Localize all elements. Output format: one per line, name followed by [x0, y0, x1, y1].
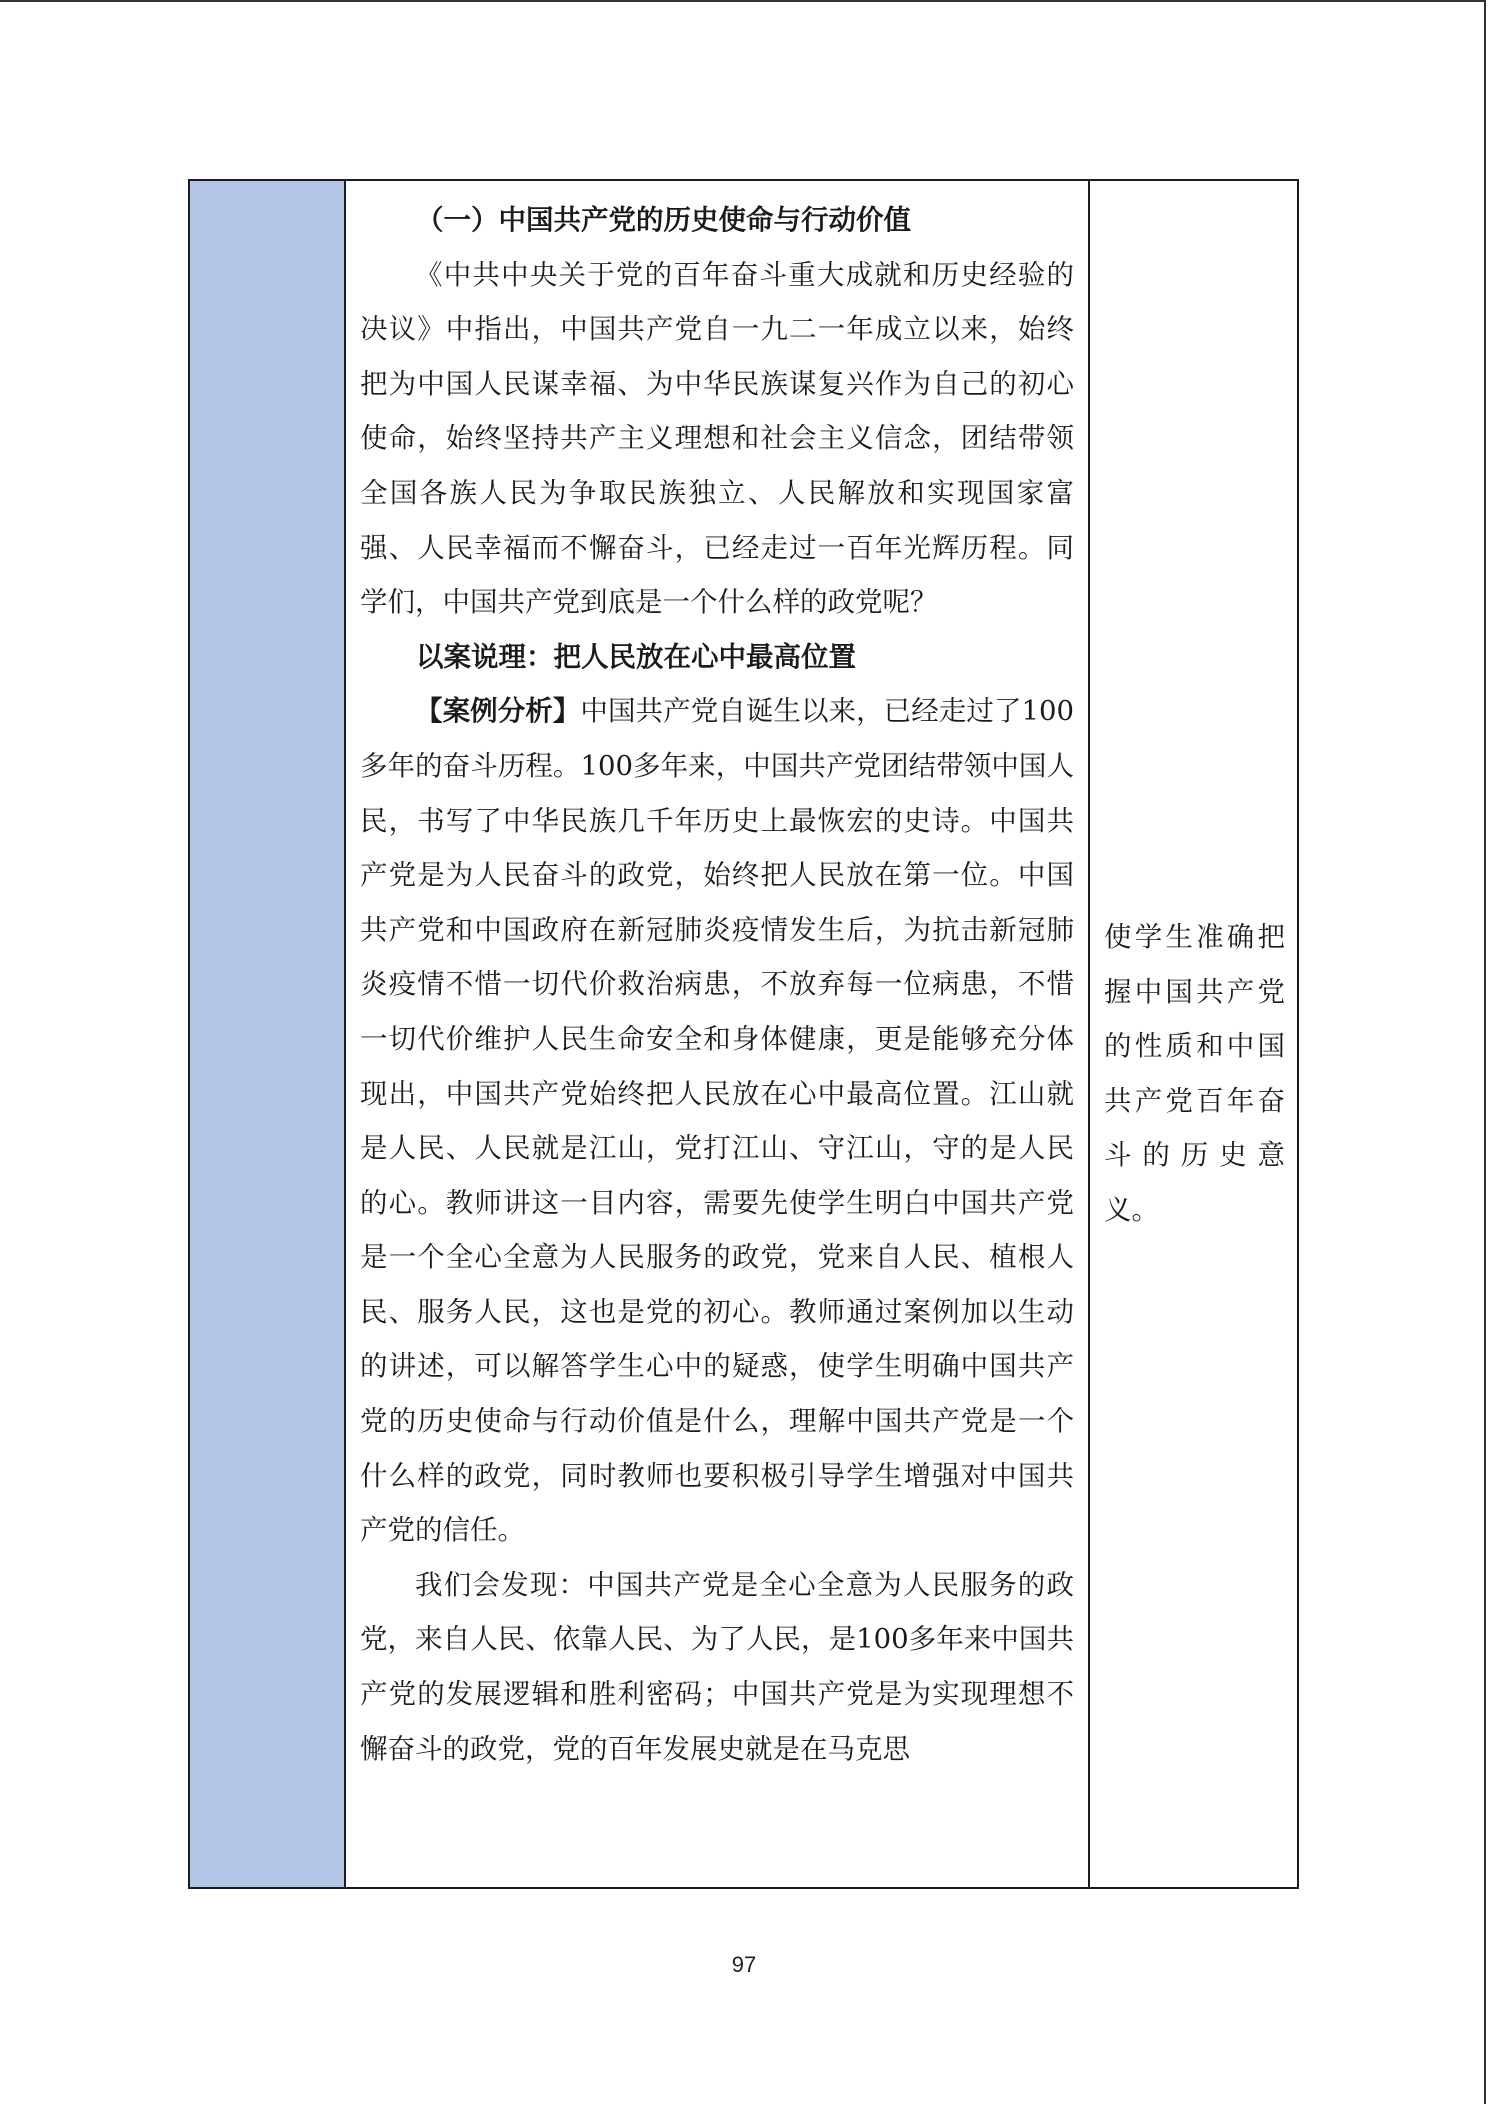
case-heading: 以案说理：把人民放在心中最高位置 [416, 640, 856, 673]
table-left-shaded-column [190, 181, 346, 1887]
table-right-note-cell [1090, 181, 1297, 1887]
intro-paragraph: 《中共中央关于党的百年奋斗重大成就和历史经验的决议》中指出，中国共产党自一九二一年成立以来，始终把为中国人民谋幸福、为中华民族谋复兴作为自己的初心使命，始终坚持共产主义理想和社会主义信念，团结带领全国各族人民为争取民族独立、人民解放和实现国家富强、人民幸福而不懈奋斗，已经走过一百年光辉历程。同学们，中国共产党到底是一个什么样的政党呢？ [360, 258, 1074, 619]
section-heading: （一）中国共产党的历史使命与行动价值 [416, 204, 911, 236]
page-number: 97 [731, 1952, 757, 1977]
case-analysis-label: 【案例分析】 [415, 695, 581, 728]
lesson-table [188, 179, 1299, 1889]
table-main-content-cell [346, 181, 1090, 1887]
case-analysis-body: 中国共产党自诞生以来，已经走过了100多年的奋斗历程。100多年来，中国共产党团结带领中国人民，书写了中华民族几千年历史上最恢宏的史诗。中国共产党是为人民奋斗的政党，始终把人民放在第一位。中国共产党和中国政府在新冠肺炎疫情发生后，为抗击新冠肺炎疫情不惜一切代价救治病患，不放弃每一位病患，不惜一切代价维护人民生命安全和身体健康，更是能够充分体现出，中国共产党始终把人民放在心中最高位置。江山就是人民、人民就是江山，党打江山、守江山，守的是人民的心。教师讲这一目内容，需要先使学生明白中国共产党是一个全心全意为人民服务的政党，党来自人民、植根人民、服务人民，这也是党的初心。教师通过案例加以生动的讲述，可以解答学生心中的疑惑，使学生明确中国共产党的历史使命与行动价值是什么，理解中国共产党是一个什么样的政党，同时教师也要积极引导学生增强对中国共产党的信任。 [360, 695, 1075, 1547]
findings-paragraph: 我们会发现：中国共产党是全心全意为人民服务的政党，来自人民、依靠人民、为了人民，是100多年来中国共产党的发展逻辑和胜利密码；中国共产党是为实现理想不懈奋斗的政党，党的百年发展史就是在马克思 [360, 1568, 1074, 1765]
teaching-objective-note: 使学生准确把握中国共产党的性质和中国共产党百年奋斗的历史意义。 [1104, 921, 1285, 1226]
case-analysis-paragraph [360, 684, 1074, 1558]
